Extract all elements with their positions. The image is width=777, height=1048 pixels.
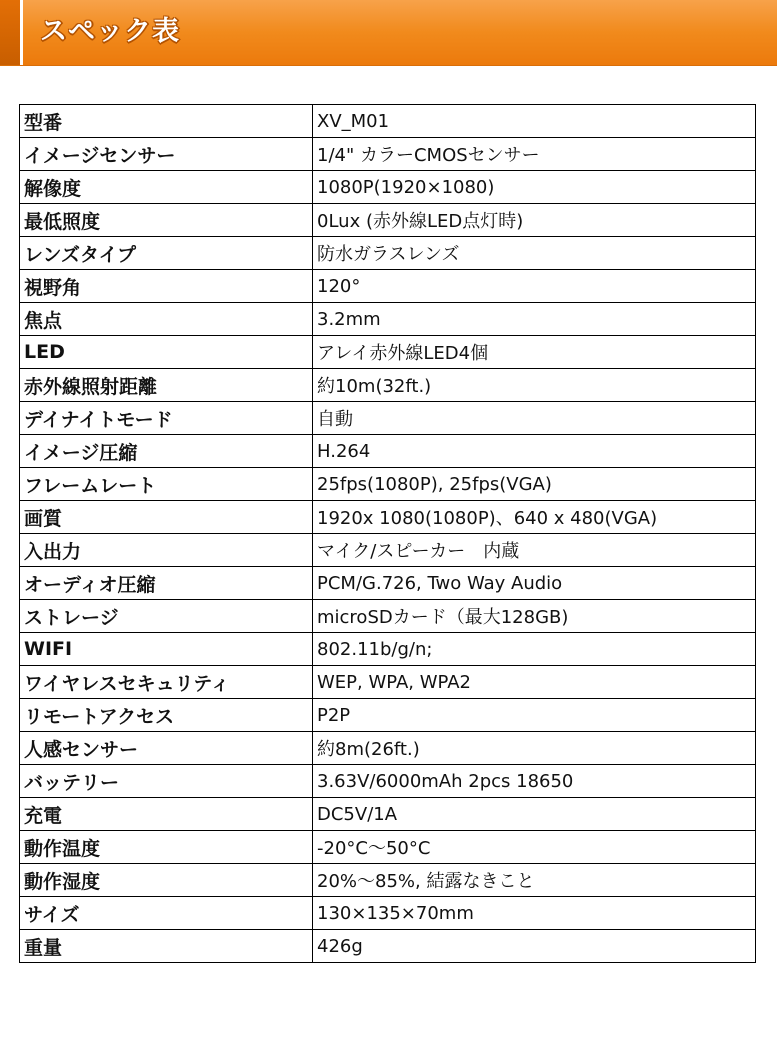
spec-row [20, 402, 756, 435]
spec-value: 1/4" カラーCMOSセンサー [313, 138, 756, 171]
spec-label: 入出力 [20, 534, 313, 567]
spec-value: H.264 [313, 435, 756, 468]
spec-label: 人感センサー [20, 732, 313, 765]
spec-label: 動作湿度 [20, 864, 313, 897]
spec-label: 重量 [20, 930, 313, 963]
spec-row [20, 105, 756, 138]
spec-value: 防水ガラスレンズ [313, 237, 756, 270]
spec-label: バッテリー [20, 765, 313, 798]
spec-value: 約10m(32ft.) [313, 369, 756, 402]
spec-label: 焦点 [20, 303, 313, 336]
spec-value: 130×135×70mm [313, 897, 756, 930]
spec-row [20, 633, 756, 666]
spec-label: 最低照度 [20, 204, 313, 237]
spec-label: 動作温度 [20, 831, 313, 864]
spec-value: 426g [313, 930, 756, 963]
section-header [0, 0, 777, 66]
spec-value: 3.63V/6000mAh 2pcs 18650 [313, 765, 756, 798]
spec-label: ストレージ [20, 600, 313, 633]
spec-value: マイク/スピーカー 内蔵 [313, 534, 756, 567]
spec-value: XV_M01 [313, 105, 756, 138]
spec-label: 充電 [20, 798, 313, 831]
spec-label: 画質 [20, 501, 313, 534]
spec-value: 自動 [313, 402, 756, 435]
spec-label: リモートアクセス [20, 699, 313, 732]
spec-value: 1920x 1080(1080P)、640 x 480(VGA) [313, 501, 756, 534]
spec-row [20, 369, 756, 402]
spec-value: 0Lux (赤外線LED点灯時) [313, 204, 756, 237]
spec-value: DC5V/1A [313, 798, 756, 831]
spec-label: サイズ [20, 897, 313, 930]
spec-label: 赤外線照射距離 [20, 369, 313, 402]
spec-label: レンズタイプ [20, 237, 313, 270]
spec-value: 120° [313, 270, 756, 303]
spec-row [20, 732, 756, 765]
spec-value: 1080P(1920×1080) [313, 171, 756, 204]
section-title: スペック表 [40, 16, 180, 47]
spec-value: 3.2mm [313, 303, 756, 336]
spec-row [20, 237, 756, 270]
spec-row [20, 699, 756, 732]
spec-label: 解像度 [20, 171, 313, 204]
spec-value: P2P [313, 699, 756, 732]
spec-label: ワイヤレスセキュリティ [20, 666, 313, 699]
spec-value: 約8m(26ft.) [313, 732, 756, 765]
spec-value: 20%〜85%, 結露なきこと [313, 864, 756, 897]
spec-label: WIFI [20, 633, 313, 666]
spec-value: アレイ赤外線LED4個 [313, 336, 756, 369]
spec-row [20, 501, 756, 534]
spec-label: イメージセンサー [20, 138, 313, 171]
spec-row [20, 798, 756, 831]
spec-label: オーディオ圧縮 [20, 567, 313, 600]
spec-row [20, 666, 756, 699]
spec-row [20, 336, 756, 369]
spec-row [20, 204, 756, 237]
spec-row [20, 138, 756, 171]
spec-row [20, 930, 756, 963]
spec-row [20, 435, 756, 468]
spec-value: 802.11b/g/n; [313, 633, 756, 666]
spec-label: LED [20, 336, 313, 369]
spec-label: デイナイトモード [20, 402, 313, 435]
spec-row [20, 600, 756, 633]
spec-row [20, 303, 756, 336]
spec-row [20, 171, 756, 204]
spec-label: イメージ圧縮 [20, 435, 313, 468]
spec-row [20, 534, 756, 567]
spec-value: WEP, WPA, WPA2 [313, 666, 756, 699]
spec-row [20, 567, 756, 600]
spec-label: 型番 [20, 105, 313, 138]
spec-row [20, 270, 756, 303]
spec-value: 25fps(1080P), 25fps(VGA) [313, 468, 756, 501]
spec-row [20, 897, 756, 930]
spec-row [20, 468, 756, 501]
spec-label: フレームレート [20, 468, 313, 501]
spec-row [20, 864, 756, 897]
spec-table-body [20, 105, 756, 963]
spec-value: PCM/G.726, Two Way Audio [313, 567, 756, 600]
header-accent-bar [0, 0, 23, 65]
spec-label: 視野角 [20, 270, 313, 303]
spec-value: -20°C〜50°C [313, 831, 756, 864]
spec-row [20, 831, 756, 864]
spec-row [20, 765, 756, 798]
spec-value: microSDカード（最大128GB) [313, 600, 756, 633]
spec-table [19, 104, 756, 963]
